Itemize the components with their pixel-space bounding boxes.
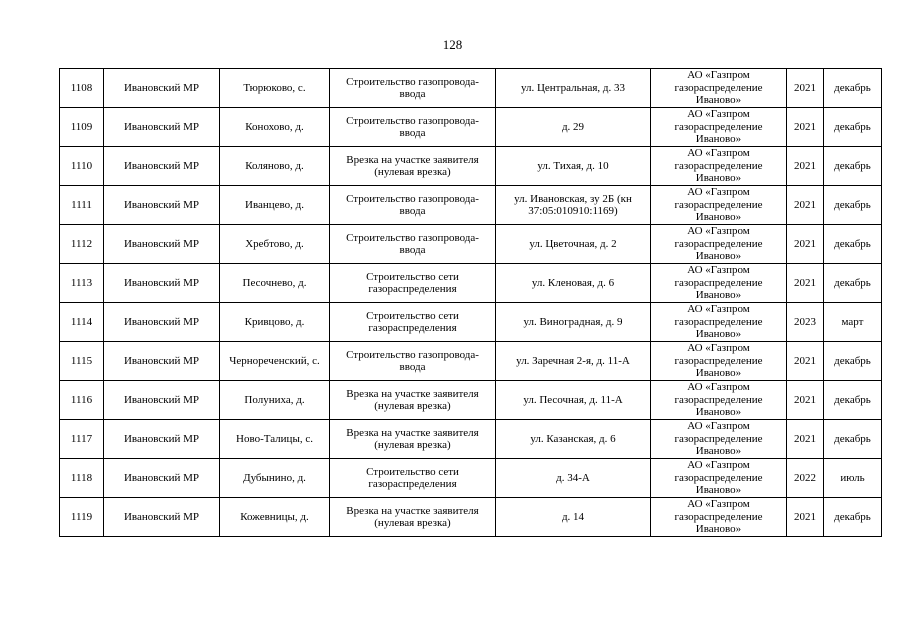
address-text: ул. Кленовая, д. 6 bbox=[531, 276, 615, 289]
locality-cell: Кожевницы, д. bbox=[220, 498, 330, 537]
row-number-cell: 1119 bbox=[60, 498, 104, 537]
address-cell bbox=[496, 459, 651, 498]
address-cell bbox=[496, 303, 651, 342]
district-cell: Ивановский МР bbox=[104, 225, 220, 264]
district-cell: Ивановский МР bbox=[104, 381, 220, 420]
address-text: ул. Заречная 2-я, д. 11-А bbox=[516, 354, 630, 367]
work-type-cell bbox=[330, 147, 496, 186]
table-row bbox=[60, 342, 882, 381]
address-text: д. 14 bbox=[561, 510, 585, 523]
locality-cell: Кривцово, д. bbox=[220, 303, 330, 342]
organization-text: АО «Газпром газораспределение Иваново» bbox=[674, 420, 763, 458]
row-number-cell: 1108 bbox=[60, 69, 104, 108]
gasification-table bbox=[59, 68, 882, 537]
district-cell: Ивановский МР bbox=[104, 498, 220, 537]
page-number: 128 bbox=[442, 37, 463, 52]
locality-cell: Чернореченский, с. bbox=[220, 342, 330, 381]
year-cell: 2021 bbox=[787, 225, 824, 264]
work-type-text: Строительство сети газораспределения bbox=[366, 309, 459, 334]
month-cell: декабрь bbox=[824, 381, 882, 420]
year-cell: 2021 bbox=[787, 147, 824, 186]
month-cell: декабрь bbox=[824, 498, 882, 537]
work-type-cell bbox=[330, 108, 496, 147]
table-row bbox=[60, 186, 882, 225]
row-number-cell: 1110 bbox=[60, 147, 104, 186]
row-number-cell: 1115 bbox=[60, 342, 104, 381]
work-type-text: Строительство газопровода- ввода bbox=[346, 192, 479, 217]
month-cell: декабрь bbox=[824, 225, 882, 264]
locality-cell: Песочнево, д. bbox=[220, 264, 330, 303]
work-type-cell bbox=[330, 459, 496, 498]
locality-cell: Конохово, д. bbox=[220, 108, 330, 147]
row-number-cell: 1111 bbox=[60, 186, 104, 225]
organization-text: АО «Газпром газораспределение Иваново» bbox=[674, 264, 763, 302]
year-cell: 2021 bbox=[787, 186, 824, 225]
organization-cell bbox=[651, 186, 787, 225]
month-cell: декабрь bbox=[824, 69, 882, 108]
organization-cell bbox=[651, 108, 787, 147]
organization-cell bbox=[651, 225, 787, 264]
address-cell bbox=[496, 498, 651, 537]
district-cell: Ивановский МР bbox=[104, 420, 220, 459]
organization-text: АО «Газпром газораспределение Иваново» bbox=[674, 498, 763, 536]
work-type-cell bbox=[330, 303, 496, 342]
organization-text: АО «Газпром газораспределение Иваново» bbox=[674, 303, 763, 341]
address-cell bbox=[496, 186, 651, 225]
row-number-cell: 1117 bbox=[60, 420, 104, 459]
locality-cell: Иванцево, д. bbox=[220, 186, 330, 225]
month-cell: июль bbox=[824, 459, 882, 498]
address-cell bbox=[496, 147, 651, 186]
locality-cell: Коляново, д. bbox=[220, 147, 330, 186]
year-cell: 2021 bbox=[787, 264, 824, 303]
table-row bbox=[60, 420, 882, 459]
address-cell bbox=[496, 420, 651, 459]
address-cell bbox=[496, 225, 651, 264]
organization-text: АО «Газпром газораспределение Иваново» bbox=[674, 186, 763, 224]
district-cell: Ивановский МР bbox=[104, 303, 220, 342]
month-cell: декабрь bbox=[824, 342, 882, 381]
district-cell: Ивановский МР bbox=[104, 459, 220, 498]
row-number-cell: 1109 bbox=[60, 108, 104, 147]
work-type-cell bbox=[330, 225, 496, 264]
address-text: ул. Ивановская, зу 2Б (кн 37:05:010910:1169) bbox=[514, 192, 632, 217]
table-row bbox=[60, 498, 882, 537]
organization-cell bbox=[651, 381, 787, 420]
work-type-cell bbox=[330, 264, 496, 303]
month-cell: декабрь bbox=[824, 186, 882, 225]
locality-cell: Хребтово, д. bbox=[220, 225, 330, 264]
year-cell: 2021 bbox=[787, 381, 824, 420]
organization-cell bbox=[651, 498, 787, 537]
month-cell: март bbox=[824, 303, 882, 342]
year-cell: 2021 bbox=[787, 498, 824, 537]
work-type-cell bbox=[330, 69, 496, 108]
locality-cell: Ново-Талицы, с. bbox=[220, 420, 330, 459]
address-cell bbox=[496, 381, 651, 420]
organization-cell bbox=[651, 459, 787, 498]
organization-cell bbox=[651, 69, 787, 108]
row-number-cell: 1114 bbox=[60, 303, 104, 342]
work-type-text: Строительство сети газораспределения bbox=[366, 270, 459, 295]
month-cell: декабрь bbox=[824, 108, 882, 147]
row-number-cell: 1112 bbox=[60, 225, 104, 264]
address-text: д. 34-А bbox=[556, 471, 590, 484]
district-cell: Ивановский МР bbox=[104, 147, 220, 186]
table-row bbox=[60, 303, 882, 342]
work-type-text: Врезка на участке заявителя (нулевая врезка) bbox=[346, 153, 479, 178]
work-type-text: Врезка на участке заявителя (нулевая врезка) bbox=[346, 387, 479, 412]
month-cell: декабрь bbox=[824, 420, 882, 459]
work-type-text: Строительство сети газораспределения bbox=[366, 465, 459, 490]
work-type-text: Врезка на участке заявителя (нулевая врезка) bbox=[346, 504, 479, 529]
year-cell: 2021 bbox=[787, 342, 824, 381]
organization-text: АО «Газпром газораспределение Иваново» bbox=[674, 108, 763, 146]
organization-cell bbox=[651, 420, 787, 459]
district-cell: Ивановский МР bbox=[104, 342, 220, 381]
year-cell: 2022 bbox=[787, 459, 824, 498]
table-row bbox=[60, 459, 882, 498]
table-row bbox=[60, 381, 882, 420]
organization-text: АО «Газпром газораспределение Иваново» bbox=[674, 459, 763, 497]
district-cell: Ивановский МР bbox=[104, 108, 220, 147]
address-cell bbox=[496, 342, 651, 381]
organization-cell bbox=[651, 264, 787, 303]
work-type-text: Врезка на участке заявителя (нулевая врезка) bbox=[346, 426, 479, 451]
district-cell: Ивановский МР bbox=[104, 186, 220, 225]
month-cell: декабрь bbox=[824, 147, 882, 186]
row-number-cell: 1118 bbox=[60, 459, 104, 498]
table-row bbox=[60, 264, 882, 303]
organization-cell bbox=[651, 342, 787, 381]
year-cell: 2021 bbox=[787, 108, 824, 147]
work-type-cell bbox=[330, 342, 496, 381]
address-text: д. 29 bbox=[561, 120, 585, 133]
work-type-cell bbox=[330, 381, 496, 420]
table-row bbox=[60, 108, 882, 147]
address-text: ул. Центральная, д. 33 bbox=[520, 81, 626, 94]
work-type-cell bbox=[330, 498, 496, 537]
organization-cell bbox=[651, 147, 787, 186]
address-text: ул. Песочная, д. 11-А bbox=[523, 393, 623, 406]
locality-cell: Дубынино, д. bbox=[220, 459, 330, 498]
row-number-cell: 1116 bbox=[60, 381, 104, 420]
address-cell bbox=[496, 69, 651, 108]
organization-cell bbox=[651, 303, 787, 342]
address-text: ул. Казанская, д. 6 bbox=[530, 432, 616, 445]
work-type-text: Строительство газопровода- ввода bbox=[346, 348, 479, 373]
organization-text: АО «Газпром газораспределение Иваново» bbox=[674, 381, 763, 419]
month-cell: декабрь bbox=[824, 264, 882, 303]
address-text: ул. Тихая, д. 10 bbox=[537, 159, 609, 172]
locality-cell: Полуниха, д. bbox=[220, 381, 330, 420]
organization-text: АО «Газпром газораспределение Иваново» bbox=[674, 225, 763, 263]
year-cell: 2021 bbox=[787, 69, 824, 108]
address-text: ул. Виноградная, д. 9 bbox=[523, 315, 623, 328]
address-cell bbox=[496, 264, 651, 303]
work-type-text: Строительство газопровода- ввода bbox=[346, 231, 479, 256]
address-text: ул. Цветочная, д. 2 bbox=[529, 237, 617, 250]
year-cell: 2021 bbox=[787, 420, 824, 459]
district-cell: Ивановский МР bbox=[104, 69, 220, 108]
table-row bbox=[60, 225, 882, 264]
work-type-cell bbox=[330, 420, 496, 459]
work-type-cell bbox=[330, 186, 496, 225]
table-row bbox=[60, 69, 882, 108]
organization-text: АО «Газпром газораспределение Иваново» bbox=[674, 342, 763, 380]
table-row bbox=[60, 147, 882, 186]
row-number-cell: 1113 bbox=[60, 264, 104, 303]
year-cell: 2023 bbox=[787, 303, 824, 342]
organization-text: АО «Газпром газораспределение Иваново» bbox=[674, 69, 763, 107]
locality-cell: Тюрюково, с. bbox=[220, 69, 330, 108]
address-cell bbox=[496, 108, 651, 147]
work-type-text: Строительство газопровода- ввода bbox=[346, 114, 479, 139]
organization-text: АО «Газпром газораспределение Иваново» bbox=[674, 147, 763, 185]
work-type-text: Строительство газопровода- ввода bbox=[346, 75, 479, 100]
district-cell: Ивановский МР bbox=[104, 264, 220, 303]
